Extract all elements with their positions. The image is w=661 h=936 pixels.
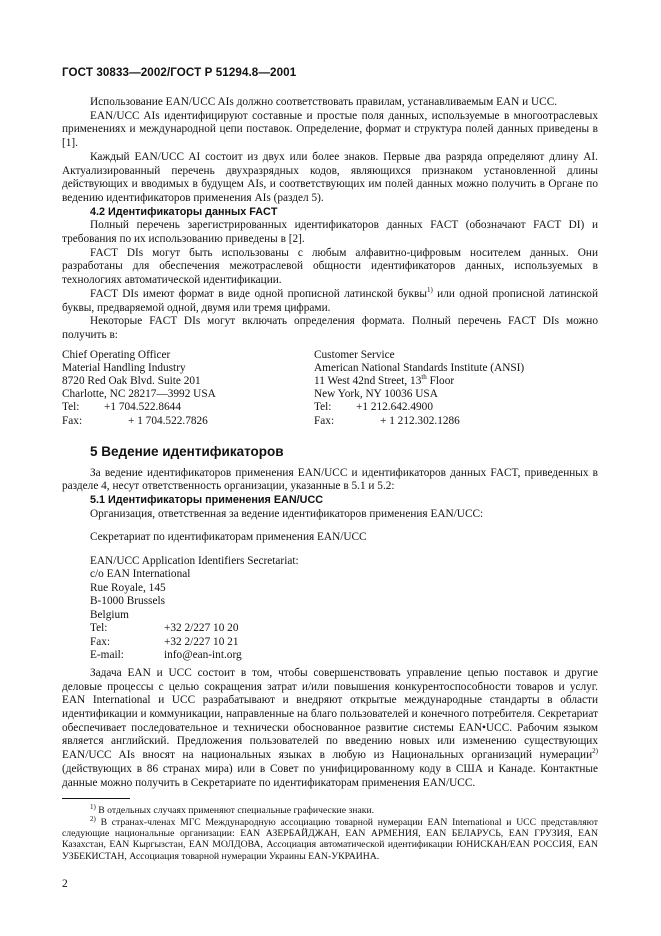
- paragraph: Использование EAN/UCC AIs должно соответствовать правилам, устанавливаемым EAN и UCC.: [90, 96, 558, 108]
- paragraph: За ведение идентификаторов применения EAN/UCC и идентификаторов данных FACT, приведенных в разделе 4, несут ответственность организации, указанные в 5.1 и 5.2:: [62, 466, 598, 493]
- address-block: [62, 349, 598, 428]
- footnote-1: $^{1)}$ В отдельных случаях применяют специальные графические знаки.: [90, 802, 375, 817]
- secretariat-contact: EAN/UCC Application Identifiers Secretariat: c/o EAN International Rue Royale, 145 B-1000 Brussels Belgium Tel: +32 2/227 10 20 Fax: +32 2/227 10 21 E-mail: info@ean-int.org: [90, 554, 299, 662]
- email-address: info@ean-int.org: [164, 649, 242, 662]
- address-ansi: Customer Service American National Standards Institute (ANSI) 11 West 42nd Street, 13th Floor New York, NY 10036 USA Tel: +1 212.642.4900 Fax: + 1 212.302.1286: [314, 348, 525, 427]
- footnote-divider: [62, 798, 130, 799]
- paragraph: EAN/UCC AIs идентифицируют составные и простые поля данных, используемые в многоотраслевых применениях и международной цепи поставок. Определение, формат и структура полей данных приведены в [1].: [62, 109, 598, 150]
- paragraph: Задача EAN и UCC состоит в том, чтобы совершенствовать управление цепью поставок и другие деловые процессы с целью сокращения затрат и/или повышения конкурентоспособности товаров и услуг. EAN International и UCC разрабатывают и внедряют открытые международные стандарты в области идентификации и коммуникации, направленные на благо пользователей и конечного потребителя. Секретариат обеспечивает последовательное и технически обоснованное развитие системы EAN•UCC. Рабочим языком является английский. Предложения пользователей по введению новых или изменению существующих EAN/UCC AIs вносят на национальных языках в любую из Национальных организаций нумерации$^{2)}$ (действующих в 86 странах мира) или в Совет по унифицированному коду в США и Канаде. Контактные данные можно получить в Секретариате по идентификаторам применения EAN/UCC.: [62, 666, 598, 789]
- paragraph: Некоторые FACT DIs могут включать определения формата. Полный перечень FACT DIs можно получить в:: [62, 315, 598, 341]
- paragraph: FACT DIs могут быть использованы с любым алфавитно-цифровым носителем данных. Они разработаны для обеспечения межотраслевой общности идентификаторов данных, используемых в технологиях автоматической идентификации.: [62, 246, 598, 287]
- footnote-ref: 2): [592, 747, 598, 756]
- footnote-2: $^{2)}$ В странах-членах МГС Международную ассоциацию товарной нумерации EAN International и UCC представляют следующие национальные организации: EAN АЗЕРБАЙДЖАН, EAN АРМЕНИЯ, EAN БЕЛАРУСЬ, EAN ГРУЗИЯ, EAN Казахстан, EAN Кыргызстан, EAN МОЛДОВА, Ассоциация автоматической идентификации ЮНИСКАН/EAN РОССИЯ, EAN УЗБЕКИСТАН, Ассоциация товарной нумерации Украины EAN-УКРАИНА.: [62, 814, 598, 862]
- subsection-heading-4-2: 4.2 Идентификаторы данных FACT: [90, 205, 278, 218]
- subsection-heading-5-1: 5.1 Идентификаторы применения EAN/UCC: [90, 493, 324, 506]
- paragraph: Каждый EAN/UCC AI состоит из двух или более знаков. Первые два разряда определяют длину AI. Актуализированный перечень двухразрядных кодов, являющихся признаком установленной длины действующих и вводимых в будущем AIs, и соответствующих им полей данных можно получить в Органе по ведению идентификаторов применения AIs (раздел 5).: [62, 150, 598, 204]
- document-header: ГОСТ 30833—2002/ГОСТ Р 51294.8—2001: [62, 66, 297, 79]
- paragraph: FACT DIs имеют формат в виде одной прописной латинской буквы$^{1)}$ или одной прописной латинской буквы, предваряемой одной, двумя или тремя цифрами.: [62, 286, 598, 314]
- secretariat-title: Секретариат по идентификаторам применения EAN/UCC: [90, 531, 367, 544]
- paragraph: Полный перечень зарегистрированных идентификаторов данных FACT (обозначают FACT DI) и требования по их использованию приведены в [2].: [62, 219, 598, 246]
- address-mhi: Chief Operating Officer Material Handling Industry 8720 Red Oak Blvd. Suite 201 Charlotte, NC 28217—3992 USA Tel: +1 704.522.8644 Fax: + 1 704.522.7826: [62, 348, 216, 427]
- page-number: 2: [62, 878, 68, 890]
- main-text: [62, 96, 598, 790]
- document-page: [62, 66, 598, 862]
- footnote-ref: 1): [426, 286, 433, 295]
- section-heading-5: 5 Ведение идентификаторов: [90, 443, 284, 459]
- paragraph: Организация, ответственная за ведение идентификаторов применения EAN/UCC:: [90, 507, 484, 520]
